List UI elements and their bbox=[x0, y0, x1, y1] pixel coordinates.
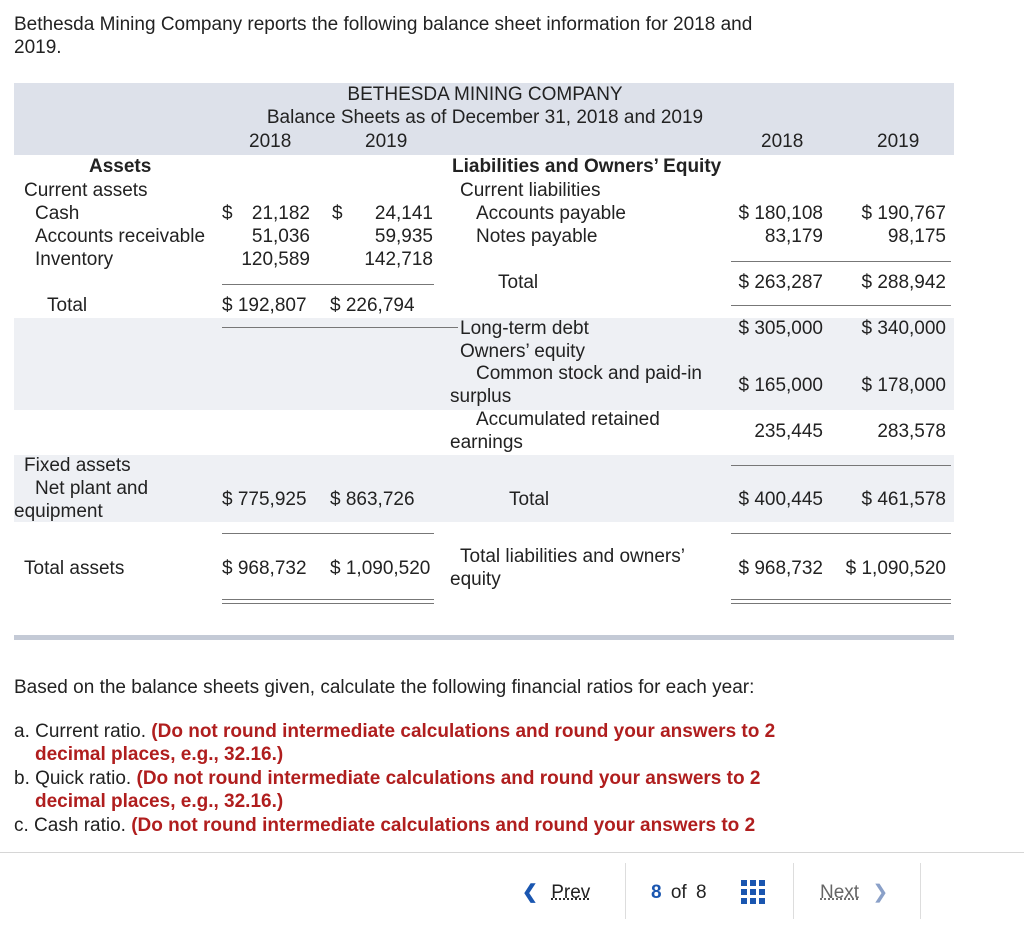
part-b-note: (Do not round intermediate calculations and round your answers to 2 bbox=[136, 768, 761, 789]
ap-2018: $ 180,108 bbox=[738, 203, 823, 224]
ap-label: Accounts payable bbox=[476, 203, 626, 224]
cash-2019: 24,141 bbox=[374, 203, 433, 224]
np-2018: 83,179 bbox=[764, 226, 823, 247]
total-assets-2019: $ 1,090,520 bbox=[330, 558, 431, 579]
rule bbox=[222, 284, 434, 285]
rule bbox=[731, 261, 951, 262]
part-a bbox=[14, 720, 775, 743]
prev-button[interactable] bbox=[522, 881, 590, 904]
current-assets-label: Current assets bbox=[24, 180, 148, 201]
assets-heading: Assets bbox=[89, 156, 152, 177]
fixed-assets-label: Fixed assets bbox=[24, 455, 131, 476]
inventory-2018: 120,589 bbox=[241, 249, 310, 270]
cl-total-label: Total bbox=[498, 272, 539, 293]
sheet-subtitle: Balance Sheets as of December 31, 2018 and 2019 bbox=[266, 107, 704, 128]
np-label: Notes payable bbox=[476, 226, 598, 247]
current-liabilities-label: Current liabilities bbox=[460, 180, 601, 201]
rule bbox=[222, 603, 434, 604]
inventory-2019: 142,718 bbox=[364, 249, 433, 270]
page-of: of bbox=[670, 882, 687, 903]
total-le-label-1: Total liabilities and owners’ bbox=[460, 546, 685, 567]
cs-2019: $ 178,000 bbox=[861, 375, 946, 396]
ap-2019: $ 190,767 bbox=[861, 203, 946, 224]
intro-line-1: Bethesda Mining Company reports the following balance sheet information for 2018 and bbox=[14, 14, 753, 35]
nav-divider bbox=[625, 863, 626, 919]
re-2018: 235,445 bbox=[754, 421, 823, 442]
bottom-nav bbox=[0, 852, 1024, 931]
np-2019: 98,175 bbox=[887, 226, 946, 247]
cash-label: Cash bbox=[35, 203, 80, 224]
part-c bbox=[14, 814, 755, 837]
current-page: 8 bbox=[651, 882, 662, 903]
oe-total-2019: $ 461,578 bbox=[861, 489, 946, 510]
cs-2018: $ 165,000 bbox=[738, 375, 823, 396]
npe-2019: $ 863,726 bbox=[330, 489, 415, 510]
cash-2018: 21,182 bbox=[251, 203, 310, 224]
page-indicator bbox=[651, 881, 707, 904]
grid-icon[interactable] bbox=[741, 880, 765, 904]
cs-label-2: surplus bbox=[450, 386, 512, 407]
part-b bbox=[14, 767, 760, 790]
npe-label-2: equipment bbox=[14, 501, 103, 522]
company-name: BETHESDA MINING COMPANY bbox=[347, 84, 623, 105]
re-2019: 283,578 bbox=[877, 421, 946, 442]
left-year-2019: 2019 bbox=[365, 131, 408, 152]
rule bbox=[731, 603, 951, 604]
total-pages: 8 bbox=[696, 882, 707, 903]
nav-divider bbox=[793, 863, 794, 919]
intro-line-2: 2019. bbox=[14, 37, 62, 58]
oe-total-2018: $ 400,445 bbox=[738, 489, 823, 510]
prev-label: Prev bbox=[551, 882, 591, 903]
left-year-2018: 2018 bbox=[249, 131, 292, 152]
rule bbox=[222, 599, 434, 600]
ar-2019: 59,935 bbox=[374, 226, 433, 247]
ar-label: Accounts receivable bbox=[35, 226, 206, 247]
rule bbox=[731, 599, 951, 600]
next-button[interactable] bbox=[820, 881, 888, 904]
part-a-label: a. Current ratio. bbox=[14, 721, 146, 742]
part-a-note: (Do not round intermediate calculations and round your answers to 2 bbox=[151, 721, 776, 742]
cs-label-1: Common stock and paid-in bbox=[476, 363, 702, 384]
ltd-2018: $ 305,000 bbox=[738, 318, 823, 339]
table-bottom-bar bbox=[14, 635, 954, 640]
cash-dollar-2019: $ bbox=[332, 203, 343, 224]
next-label: Next bbox=[820, 882, 860, 903]
owners-equity-heading: Owners’ equity bbox=[460, 341, 585, 362]
ca-total-2018: $ 192,807 bbox=[222, 295, 307, 316]
npe-label-1: Net plant and bbox=[35, 478, 149, 499]
right-year-2018: 2018 bbox=[761, 131, 804, 152]
right-year-2019: 2019 bbox=[877, 131, 920, 152]
npe-2018: $ 775,925 bbox=[222, 489, 307, 510]
ca-total-2019: $ 226,794 bbox=[330, 295, 415, 316]
liabilities-heading: Liabilities and Owners’ Equity bbox=[452, 156, 722, 177]
re-label-2: earnings bbox=[450, 432, 523, 453]
total-assets-2018: $ 968,732 bbox=[222, 558, 307, 579]
oe-total-label: Total bbox=[509, 489, 550, 510]
question-prompt: Based on the balance sheets given, calculate the following financial ratios for each year: bbox=[14, 677, 755, 698]
cash-dollar-2018: $ bbox=[222, 203, 233, 224]
ltd-2019: $ 340,000 bbox=[861, 318, 946, 339]
re-label-1: Accumulated retained bbox=[476, 409, 660, 430]
inventory-label: Inventory bbox=[35, 249, 114, 270]
total-le-label-2: equity bbox=[450, 569, 501, 590]
part-b-note-2: decimal places, e.g., 32.16.) bbox=[35, 791, 284, 812]
total-le-2018: $ 968,732 bbox=[738, 558, 823, 579]
cl-total-2019: $ 288,942 bbox=[861, 272, 946, 293]
rule bbox=[222, 327, 458, 328]
part-c-label: c. Cash ratio. bbox=[14, 815, 126, 836]
rule bbox=[731, 465, 951, 466]
total-le-2019: $ 1,090,520 bbox=[845, 558, 946, 579]
chevron-right-icon: ❯ bbox=[872, 882, 889, 903]
rule bbox=[731, 533, 951, 534]
total-assets-label: Total assets bbox=[24, 558, 125, 579]
part-a-note-2: decimal places, e.g., 32.16.) bbox=[35, 744, 284, 765]
nav-divider bbox=[920, 863, 921, 919]
ar-2018: 51,036 bbox=[251, 226, 310, 247]
ltd-label: Long-term debt bbox=[460, 318, 589, 339]
rule bbox=[222, 533, 434, 534]
chevron-left-icon: ❮ bbox=[522, 882, 538, 903]
rule bbox=[731, 305, 951, 306]
cl-total-2018: $ 263,287 bbox=[738, 272, 823, 293]
part-b-label: b. Quick ratio. bbox=[14, 768, 132, 789]
ca-total-label: Total bbox=[47, 295, 88, 316]
part-c-note: (Do not round intermediate calculations and round your answers to 2 bbox=[131, 815, 756, 836]
